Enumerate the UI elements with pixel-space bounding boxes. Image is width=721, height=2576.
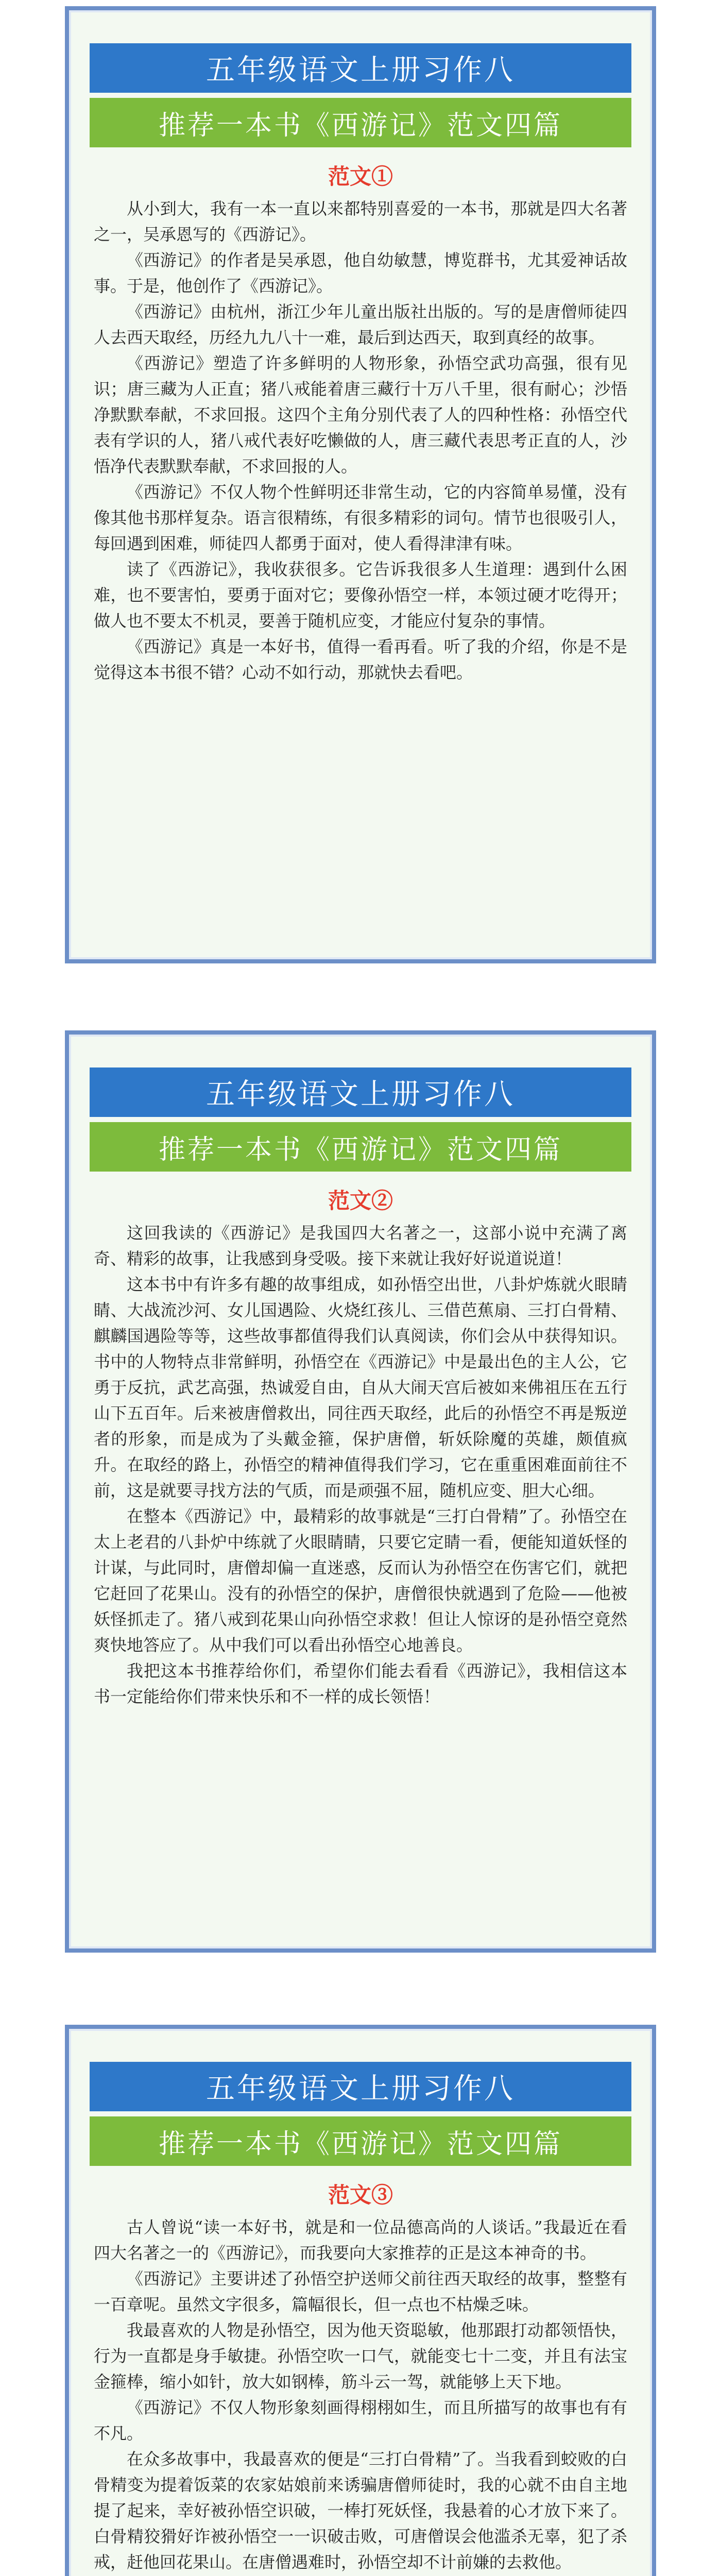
- essay-paragraph: 在众多故事中，我最喜欢的便是“三打白骨精”了。当我看到蛟败的白骨精变为提着饭菜的农家姑娘前来诱骗唐僧师徒时，我的心就不由自主地提了起来，幸好被孙悟空识破，一棒打死妖怪，我悬着的心才放下来了。白骨精狡猾好诈被孙悟空一一识破击败，可唐僧误会他滥杀无辜，犯了杀戒，赶他回花果山。在唐僧遇难时，孙悟空却不计前嫌的去救他。: [94, 2449, 627, 2572]
- essay-paragraph: 在整本《西游记》中，最精彩的故事就是“三打白骨精”了。孙悟空在太上老君的八卦炉中练就了火眼睛睛，只要它定睛一看，便能知道妖怪的计谋，与此同时，唐僧却偏一直迷惑，反而认为孙悟空在伤害它们，就把它赶回了花果山。没有的孙悟空的保护，唐僧很快就遇到了危险——他被妖怪抓走了。猪八戒到花果山向孙悟空求救！但让人惊讶的是孙悟空竟然爽快地答应了。从中我们可以看出孙悟空心地善良。: [94, 1506, 627, 1655]
- essay-paragraph: 这本书中有许多有趣的故事组成，如孙悟空出世，八卦炉炼就火眼睛睛、大战流沙河、女儿国遇险、火烧红孩儿、三借芭蕉扇、三打白骨精、麒麟国遇险等等，这些故事都值得我们认真阅读，你们会从中获得知识。书中的人物特点非常鲜明，孙悟空在《西游记》中是最出色的主人公，它勇于反抗，武艺高强，热诚爱自由，自从大闹天宫后被如来佛祖压在五行山下五百年。后来被唐僧救出，同往西天取经，此后的孙悟空不再是叛逆者的形象，而是成为了头戴金箍，保护唐僧，斩妖除魔的英雄，颇值疯升。在取经的路上，孙悟空的精神值得我们学习，它在重重困难面前往不前，这是就要寻找方法的气质，而是顽强不屈，随机应变、胆大心细。: [94, 1275, 627, 1500]
- essay-paragraph: 《西游记》不仅人物形象刻画得栩栩如生，而且所描写的故事也有有不凡。: [94, 2398, 627, 2443]
- essay-label: 范文①: [328, 164, 393, 189]
- essay-paragraph: 我最喜欢的人物是孙悟空，因为他天资聪敏，他那跟打动都领悟快，行为一直都是身手敏捷。孙悟空吹一口气，就能变七十二变，并且有法宝金箍棒，缩小如针，放大如钢棒，筋斗云一驾，就能够上天下地。: [94, 2320, 627, 2392]
- card-title: 五年级语文上册习作八: [90, 1067, 631, 1117]
- essay-paragraph: 古人曾说“读一本好书，就是和一位品德高尚的人谈话。”我最近在看四大名著之一的《西游记》，而我要向大家推荐的正是这本神奇的书。: [94, 2217, 627, 2263]
- essay-body: [94, 196, 627, 685]
- essay-label: 范文②: [328, 1188, 393, 1213]
- essay-paragraph: 读了《西游记》，我收获很多。它告诉我很多人生道理：遇到什么困难，也不要害怕，要勇于面对它；要像孙悟空一样，本领过硬才吃得开；做人也不要太不机灵，要善于随机应变，才能应付复杂的事情。: [94, 560, 627, 631]
- card-title: 五年级语文上册习作八: [90, 43, 631, 93]
- essay-card-3: [65, 2025, 656, 2576]
- essay-label: 范文③: [328, 2182, 393, 2208]
- essay-paragraph: 《西游记》真是一本好书，值得一看再看。听了我的介绍，你是不是觉得这本书很不错？心动不如行动，那就快去看吧。: [94, 637, 627, 682]
- essay-body: [94, 2214, 627, 2576]
- card-subtitle: 推荐一本书《西游记》范文四篇: [90, 1122, 631, 1172]
- essay-paragraph: 《西游记》的作者是吴承恩，他自幼敏慧，博览群书，尤其爱神话故事。于是，他创作了《西游记》。: [94, 250, 627, 296]
- essay-paragraph: 这回我读的《西游记》是我国四大名著之一，这部小说中充满了离奇、精彩的故事，让我感到身受吸。接下来就让我好好说道说道！: [94, 1223, 627, 1268]
- card-title: 五年级语文上册习作八: [90, 2062, 631, 2111]
- essay-paragraph: 《西游记》由杭州，浙江少年儿童出版社出版的。写的是唐僧师徒四人去西天取经，历经九九八十一难，最后到达西天，取到真经的故事。: [94, 302, 627, 347]
- essay-paragraph: 从小到大，我有一本一直以来都特别喜爱的一本书，那就是四大名著之一，吴承恩写的《西游记》。: [94, 199, 627, 244]
- essay-body: [94, 1220, 627, 1709]
- card-subtitle: 推荐一本书《西游记》范文四篇: [90, 98, 631, 147]
- essay-paragraph: 我把这本书推荐给你们，希望你们能去看看《西游记》，我相信这本书一定能给你们带来快乐和不一样的成长领悟！: [94, 1661, 627, 1706]
- essay-paragraph: 《西游记》不仅人物个性鲜明还非常生动，它的内容简单易懂，没有像其他书那样复杂。语言很精练，有很多精彩的词句。情节也很吸引人，每回遇到困难，师徒四人都勇于面对，使人看得津津有味。: [94, 482, 627, 553]
- essay-paragraph: 《西游记》塑造了许多鲜明的人物形象，孙悟空武功高强，很有见识；唐三藏为人正直；猪八戒能着唐三藏行十万八千里，很有耐心；沙悟净默默奉献，不求回报。这四个主角分别代表了人的四种性格：孙悟空代表有学识的人，猪八戒代表好吃懒做的人，唐三藏代表思考正直的人，沙悟净代表默默奉献，不求回报的人。: [94, 353, 627, 476]
- essay-card-2: [65, 1030, 656, 1953]
- card-subtitle: 推荐一本书《西游记》范文四篇: [90, 2116, 631, 2166]
- essay-card-1: [65, 6, 656, 963]
- essay-paragraph: 《西游记》主要讲述了孙悟空护送师父前往西天取经的故事，整整有一百章呢。虽然文字很多，篇幅很长，但一点也不枯燥乏味。: [94, 2269, 627, 2314]
